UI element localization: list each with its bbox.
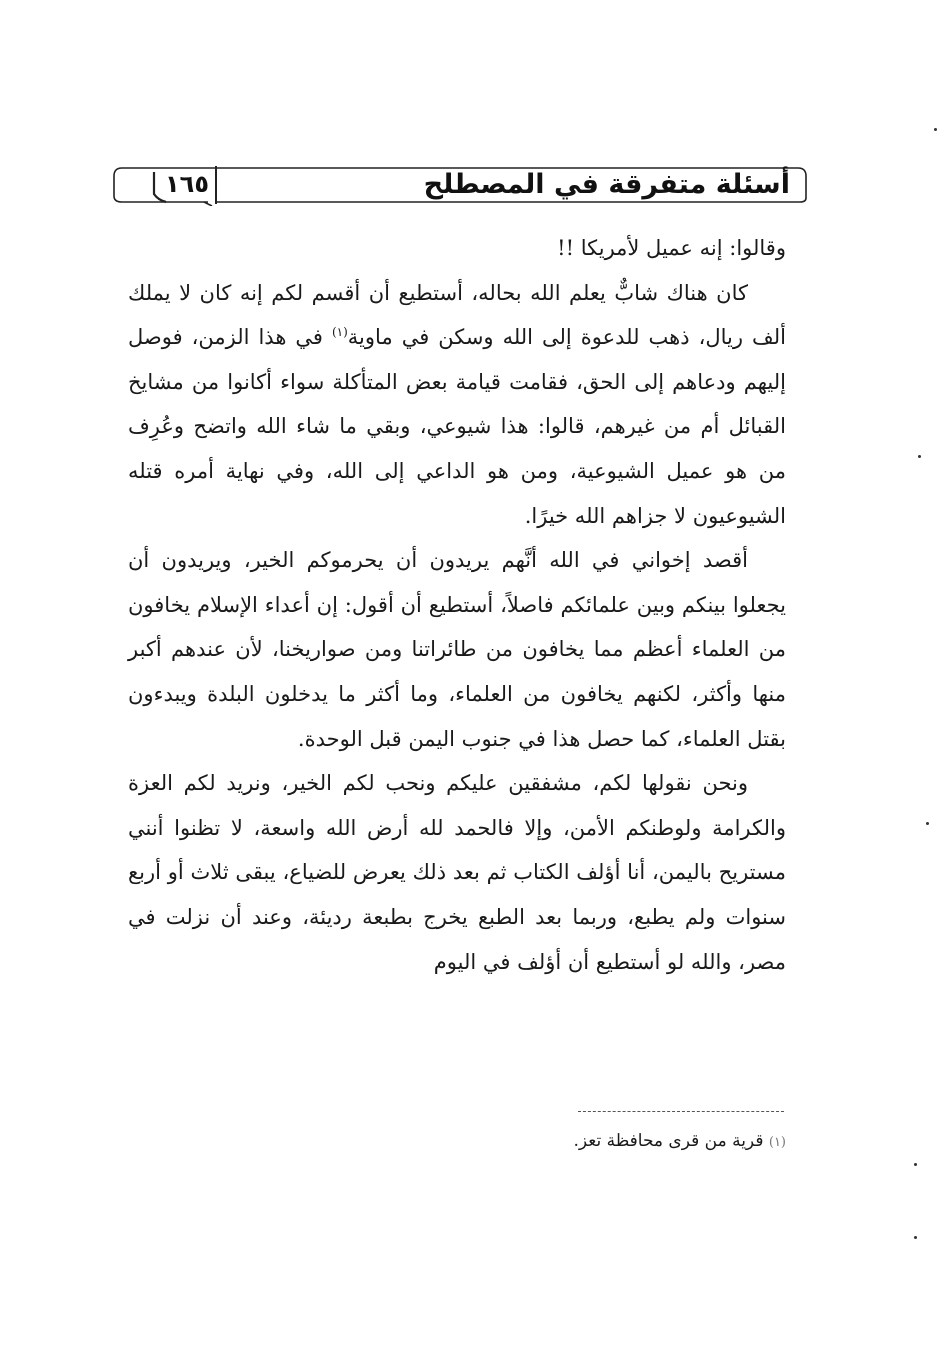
footnote-reference: (١) [331,325,348,340]
scan-speck [918,455,921,458]
running-header-title: أسئلة متفرقة في المصطلح [423,169,790,200]
footnote [573,1126,786,1158]
paragraph-2 [128,271,786,539]
scan-speck [934,128,937,131]
footnote-separator [578,1111,784,1112]
paragraph-2-text: كان هناك شابٌّ يعلم الله بحاله، أستطيع أن أقسم لكم إنه كان لا يملك ألف ريال، ذهب للدعوة إلى الله وسكن في ماوية [128,280,786,350]
body-text [128,226,786,984]
scan-speck [926,822,929,825]
page-number: ١٦٥ [165,170,209,198]
footnote-marker: (١) [768,1135,786,1150]
scan-speck [914,1163,917,1166]
paragraph-4: ونحن نقولها لكم، مشفقين عليكم ونحب لكم الخير، ونريد لكم العزة والكرامة ولوطنكم الأمن، وإلا فالحمد لله أرض الله واسعة، لا تظنوا أنني مستريح باليمن، أنا أؤلف الكتاب ثم بعد ذلك يعرض للضياع، يبقى ثلاث أو أربع سنوات ولم يطبع، وربما بعد الطبع يخرج بطبعة رديئة، وعند أن نزلت في مصر، والله لو أستطيع أن أؤلف في اليوم [128,771,786,974]
scan-speck [914,1236,917,1239]
paragraph-2-continuation: في هذا الزمن، فوصل إليهم ودعاهم إلى الحق، فقامت قيامة بعض المتأكلة سواء أكانوا من مشايخ القبائل أم من غيرهم، قالوا: هذا شيوعي، وبقي ما شاء الله واتضح وعُرِف من هو عميل الشيوعية، ومن هو الداعي إلى الله، وفي نهاية أمره قتله الشيوعيون لا جزاهم الله خيرًا. [128,325,786,528]
paragraph-3: أقصد إخواني في الله أنَّهم يريدون أن يحرموكم الخير، ويريدون أن يجعلوا بينكم وبين علمائكم فاصلاً، أستطيع أن أقول: إن أعداء الإسلام يخافون من العلماء أعظم مما يخافون من طائراتنا ومن صواريخنا، لأن عندهم أكبر منها وأكثر، لكنهم يخافون من العلماء، وما أكثر ما يدخلون البلدة ويبدءون بقتل العلماء، كما حصل هذا في جنوب اليمن قبل الوحدة. [128,548,786,751]
running-header [108,160,808,206]
paragraph-1: وقالوا: إنه عميل لأمريكا !! [557,236,786,260]
footnote-text: قرية من قرى محافظة تعز. [573,1131,764,1151]
